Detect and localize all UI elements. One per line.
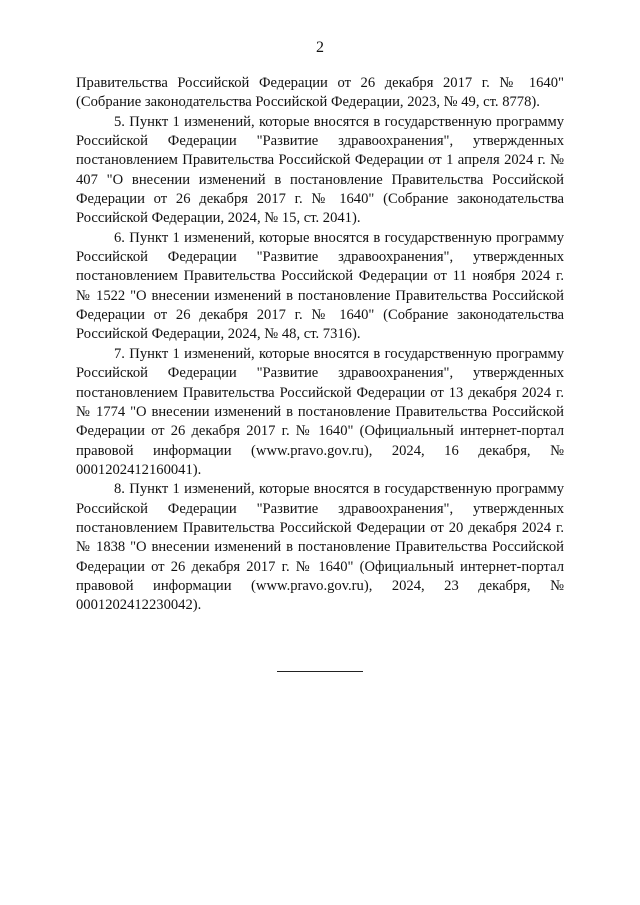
- page-number: 2: [316, 39, 324, 56]
- paragraph-item-8: 8. Пункт 1 изменений, которые вносятся в государственную программу Российской Федерации "Развитие здравоохранения", утвержденных постановлением Правительства Российской Федерации от 20 декабря 2024 г. № 1838 "О внесении изменений в постановление Правительства Российской Федерации от 26 декабря 2017 г. № 1640" (Официальный интернет-портал правовой информации (www.pravo.gov.ru), 2024, 23 декабря, № 0001202412230042).: [76, 481, 564, 614]
- paragraph-item-5: 5. Пункт 1 изменений, которые вносятся в государственную программу Российской Федерации "Развитие здравоохранения", утвержденных постановлением Правительства Российской Федерации от 1 апреля 2024 г. № 407 "О внесении изменений в постановление Правительства Российской Федерации от 26 декабря 2017 г. № 1640" (Собрание законодательства Российской Федерации, 2024, № 15, ст. 2041).: [76, 113, 564, 227]
- paragraph-continuation: Правительства Российской Федерации от 26 декабря 2017 г. № 1640" (Собрание законодательства Российской Федерации, 2023, № 49, ст. 8778).: [76, 75, 564, 111]
- end-of-text-rule: [277, 671, 363, 672]
- document-body: [76, 74, 564, 616]
- paragraph-item-6: 6. Пункт 1 изменений, которые вносятся в государственную программу Российской Федерации "Развитие здравоохранения", утвержденных постановлением Правительства Российской Федерации от 11 ноября 2024 г. № 1522 "О внесении изменений в постановление Правительства Российской Федерации от 26 декабря 2017 г. № 1640" (Собрание законодательства Российской Федерации, 2024, № 48, ст. 7316).: [76, 229, 564, 343]
- paragraph-item-7: 7. Пункт 1 изменений, которые вносятся в государственную программу Российской Федерации "Развитие здравоохранения", утвержденных постановлением Правительства Российской Федерации от 13 декабря 2024 г. № 1774 "О внесении изменений в постановление Правительства Российской Федерации от 26 декабря 2017 г. № 1640" (Официальный интернет-портал правовой информации (www.pravo.gov.ru), 2024, 16 декабря, № 0001202412160041).: [76, 345, 564, 478]
